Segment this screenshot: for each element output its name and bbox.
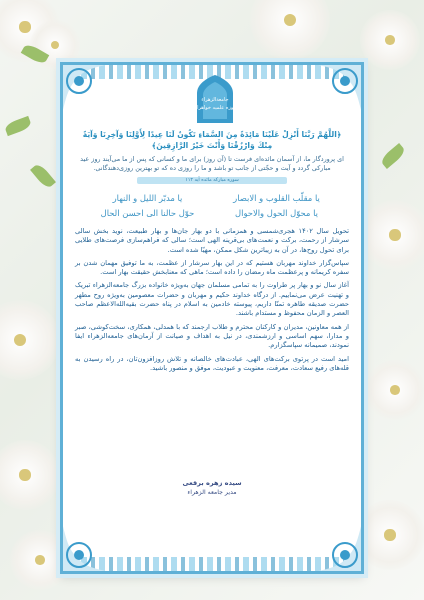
prayer-line: حوّل حالنا الی احسن الحال xyxy=(100,208,195,218)
greeting-card xyxy=(60,62,364,574)
logo-subtitle: حوزه علمیه خواهران xyxy=(193,105,237,111)
verse-reference: سوره مبارکه مائده آیه ۱۱۴ xyxy=(137,177,287,184)
corner-ornament xyxy=(60,507,127,574)
blossom-decoration xyxy=(250,0,330,60)
blossom-decoration xyxy=(355,500,424,570)
blossom-decoration xyxy=(360,200,424,270)
message-paragraph: از همه معاونین، مدیران و کارکنان محترم و طلاب ارجمند که با همدلی، همکاری، سخت‌کوشی، صبر و مدارا، سهم اساسی و ارزشمندی، در نیل به اهداف و صیانت از آرمان‌های جامعه‌الزهراء ایفا نمودند، صمیمانه سپاسگزارم. xyxy=(75,322,349,350)
blossom-decoration xyxy=(360,10,420,70)
blossom-decoration xyxy=(365,360,424,420)
quran-verse: ﴿اللَّهُمَّ رَبَّنَا أَنْزِلْ عَلَيْنَا مَائِدَةً مِنَ السَّمَاءِ تَكُونُ لَنَا عِيدًا لِأَوَّلِنَا وَآخِرِنَا وَآيَةً مِنْكَ وَارْزُقْنَا وَأَنْتَ خَيْرُ الرَّازِقِينَ﴾ xyxy=(82,130,342,150)
message-paragraph: سپاس‌گزار خداوند مهربان هستیم که در این بهار سرشار از عظمت، به ما توفیق مهمان شدن بر سفره کریمانه و پرعظمت ماه رمضان را داده است؛ ماهی که معنابخش حقیقت بهار است. xyxy=(75,258,349,277)
message-paragraph: تحویل سال ۱۴۰۲ هجری‌شمسی و همزمانی با دو بهار جان‌ها و بهار طبیعت، نوید بخش سالی سرشار از رحمت، برکت و نعمت‌های بی‌قرینه الهی است؛ سالی که فراهم‌سازی فرصت‌های طلایی برای تحول روح‌ها، در آن به زیباترین شکل ممکن، مهیّا شده است. xyxy=(75,227,350,254)
prayer-line: یا مقلّب القلوب و الابصار xyxy=(233,193,320,203)
blossom-decoration xyxy=(0,300,60,380)
prayer-line: یا محوّل الحول والاحوال xyxy=(235,208,318,218)
corner-ornament xyxy=(297,507,364,574)
blossom-decoration xyxy=(0,440,60,510)
signatory-name: سیده زهره برقعی xyxy=(182,479,242,487)
leaf-decoration xyxy=(4,116,33,136)
leaf-decoration xyxy=(30,162,56,190)
signature-block xyxy=(63,479,361,496)
verse-translation: ای پروردگار ما، از آسمان مائده‌ای فرست تا (آن روز) برای ما و کسانی که پس از ما می‌آیند روز عید مبارکی گردد و آیت و حجّتی از جانب تو باشد و ما را روزی ده که تو بهترین روزی‌دهندگانی. xyxy=(80,155,344,172)
prayer-line: یا مدبّر اللیل و النهار xyxy=(112,193,183,203)
signatory-title: مدیر جامعه الزهراء xyxy=(187,489,237,496)
nowruz-prayer xyxy=(83,191,341,221)
card-content xyxy=(75,129,349,373)
leaf-decoration xyxy=(379,143,407,169)
jameat-alzahra-logo xyxy=(191,73,239,125)
message-paragraph: آغاز سال نو و بهار پر طراوت را به تمامی مسلمان جهان به‌ویژه خانواده بزرگ جامعه‌الزهراء تبریک و تهنیت عرض می‌نماییم. از درگاه خداوند حکیم و مهربان و حضرات معصومین به‌ویژه روح مطهر حضرت صدیقه طاهره تمنّا داریم، پیوسته خادمین به اسلام در پناه حضرت بقیه‌الله‌الاعظم صاحب العصر و الزمان محفوظ و مستدام باشند. xyxy=(75,281,349,318)
logo-name: جامعةالزهراء xyxy=(201,97,229,103)
message-paragraph: امید است در پرتوی برکت‌های الهی، عبادت‌های خالصانه و تلاش روزافزون‌تان، در راه رسیدن به قله‌های رفیع سعادت، معرفت، معنویت و عبودیت، موفق و منصور باشید. xyxy=(75,354,349,372)
corner-ornament xyxy=(60,62,127,129)
corner-ornament xyxy=(297,62,364,129)
